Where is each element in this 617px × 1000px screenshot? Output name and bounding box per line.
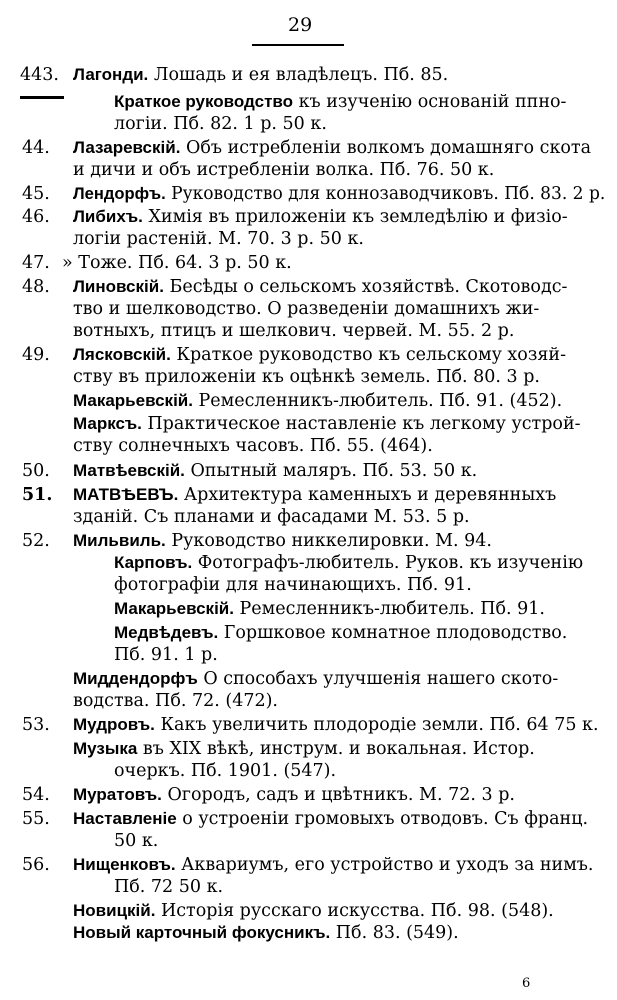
catalog-line (73, 530, 492, 552)
entry-number: 55. (22, 809, 50, 829)
entry-text: очеркъ. Пб. 1901. (547). (114, 761, 337, 781)
entry-text: О способахъ улучшенія нашего ското- (197, 669, 559, 689)
entry-text: фотографіи для начинающихъ. Пб. 91. (114, 575, 472, 595)
entry-text: водства. Пб. 72. (472). (73, 691, 278, 711)
catalog-line (73, 228, 364, 250)
catalog-line (114, 644, 218, 666)
catalog-line (73, 206, 568, 228)
entry-author: Мильвиль. (73, 531, 166, 550)
entry-underline-mark (20, 96, 64, 99)
entry-text: логіи. Пб. 82. 1 р. 50 к. (114, 114, 327, 134)
catalog-line (73, 922, 459, 944)
entry-text: ству въ приложеніи къ оцѣнкѣ земель. Пб. 80. 3 р. (73, 367, 540, 387)
catalog-line (73, 276, 567, 298)
entry-text: къ изученію основаній ппно- (293, 92, 567, 112)
entry-text: Пб. 83. (549). (330, 923, 459, 943)
entry-text: 50 к. (114, 831, 159, 851)
catalog-line (73, 64, 448, 86)
catalog-line (73, 344, 566, 366)
catalog-line (73, 668, 558, 690)
entry-text: Лошадь и ея владѣлецъ. Пб. 85. (148, 65, 449, 85)
catalog-line (73, 413, 581, 435)
catalog-line (73, 714, 599, 736)
entry-author: Наставленіе (73, 809, 177, 828)
entry-number: 46. (22, 207, 50, 227)
catalog-line (73, 366, 540, 388)
entry-number: 53. (22, 715, 50, 735)
entry-text: ству солнечныхъ часовъ. Пб. 55. (464). (73, 436, 433, 456)
entry-text: Опытный маляръ. Пб. 53. 50 к. (184, 461, 478, 481)
entry-author: Лазаревскій. (73, 138, 181, 157)
catalog-line (62, 252, 292, 274)
entry-text: Архитектура каменныхъ и деревянныхъ (178, 485, 557, 505)
entry-author: Новый карточный фокусникъ. (73, 923, 331, 942)
entry-author: Медвѣдевъ. (114, 623, 219, 642)
entry-author: Краткое руководство (114, 92, 294, 111)
entry-author: Макарьевскій. (114, 599, 234, 618)
entry-text: Практическое наставленіе къ легкому устрой- (141, 414, 581, 434)
catalog-line (73, 159, 494, 181)
entry-author: Либихъ. (73, 207, 143, 226)
entry-author: Новицкій. (73, 901, 156, 920)
entry-text: въ XIX вѣкѣ, инструм. и вокальная. Истор. (137, 739, 535, 759)
entry-text: о устроеніи громовыхъ отводовъ. Съ франц. (176, 809, 589, 829)
entry-number: 49. (22, 345, 50, 365)
catalog-line (73, 900, 554, 922)
entry-text: тво и шелководство. О разведеніи домашнихъ жи- (73, 299, 540, 319)
catalog-line (73, 435, 433, 457)
top-rule (252, 44, 344, 46)
entry-number: 51. (22, 485, 53, 505)
catalog-line (73, 137, 591, 159)
catalog-line (73, 484, 556, 506)
catalog-line (73, 298, 539, 320)
catalog-line (114, 113, 327, 135)
entry-number: 443. (20, 65, 59, 85)
catalog-line (114, 876, 223, 898)
entry-number: 54. (22, 785, 50, 805)
catalog-line (73, 808, 588, 830)
entry-number: 52. (22, 531, 50, 551)
catalog-line (114, 622, 567, 644)
catalog-line (114, 91, 566, 113)
entry-author: Лагонди. (73, 65, 149, 84)
entry-text: Горшковое комнатное плодоводство. (218, 623, 568, 643)
entry-text: Бесѣды о сельскомъ хозяйствѣ. Скотоводс- (163, 277, 568, 297)
entry-text: Руководство никкелировки. М. 94. (165, 531, 492, 551)
catalog-line (73, 784, 515, 806)
entry-text: Пб. 72 50 к. (114, 877, 224, 897)
catalog-line (73, 690, 278, 712)
catalog-line (114, 574, 472, 596)
entry-number: 44. (22, 138, 50, 158)
entry-author: Муратовъ. (73, 785, 162, 804)
catalog-line (73, 460, 477, 482)
catalog-line (73, 738, 535, 760)
entry-text: Фотографъ-любитель. Руков. къ изученію (192, 553, 584, 573)
entry-text: Исторія русскаго искусства. Пб. 98. (548). (155, 901, 554, 921)
catalog-line (73, 183, 605, 205)
entry-text: Огородъ, садъ и цвѣтникъ. М. 72. 3 р. (161, 785, 515, 805)
entry-author: Миддендорфъ (73, 669, 198, 688)
entry-text: вотныхъ, птицъ и шелкович. червей. М. 55. 2 р. (73, 321, 515, 341)
catalog-line (73, 854, 594, 876)
catalog-line (114, 830, 158, 852)
entry-author: Матвѣевскій. (73, 461, 185, 480)
entry-number: 47. (22, 253, 50, 273)
catalog-line (73, 506, 470, 528)
entry-author: Музыка (73, 739, 138, 758)
page-number: 29 (288, 14, 313, 36)
entry-text: Краткое руководство къ сельскому хозяй- (170, 345, 566, 365)
entry-text: » Тоже. Пб. 64. 3 р. 50 к. (62, 253, 292, 273)
entry-number: 56. (22, 855, 50, 875)
entry-text: зданій. Съ планами и фасадами М. 53. 5 р. (73, 507, 470, 527)
entry-author: Марксъ. (73, 414, 142, 433)
entry-author: Мудровъ. (73, 715, 155, 734)
entry-text: Химія въ приложеніи къ земледѣлію и физіо- (142, 207, 568, 227)
entry-text: Ремесленникъ-любитель. Пб. 91. (452). (192, 391, 563, 411)
entry-author: Линовскій. (73, 277, 164, 296)
catalog-line (114, 552, 583, 574)
entry-number: 50. (22, 461, 50, 481)
entry-author: Макарьевскій. (73, 391, 193, 410)
catalog-line (73, 390, 562, 412)
catalog-line (114, 760, 336, 782)
entry-text: логіи растеній. М. 70. 3 р. 50 к. (73, 229, 364, 249)
signature-mark: 6 (522, 976, 531, 991)
entry-author: МАТВѢЕВЪ. (73, 485, 179, 504)
entry-text: Пб. 91. 1 р. (114, 645, 218, 665)
catalog-line (114, 598, 545, 620)
entry-author: Карповъ. (114, 553, 193, 572)
entry-text: Какъ увеличить плодородіе земли. Пб. 64 75 к. (154, 715, 599, 735)
entry-text: Руководство для коннозаводчиковъ. Пб. 83. 2 р. (165, 184, 606, 204)
entry-number: 45. (22, 184, 50, 204)
entry-text: и дичи и объ истребленіи волка. Пб. 76. 50 к. (73, 160, 495, 180)
entry-text: Аквариумъ, его устройство и уходъ за нимъ. (175, 855, 594, 875)
entry-text: Объ истребленіи волкомъ домашняго скота (180, 138, 592, 158)
catalog-line (73, 320, 514, 342)
entry-author: Лендорфъ. (73, 184, 166, 203)
entry-author: Лясковскій. (73, 345, 171, 364)
entry-author: Нищенковъ. (73, 855, 176, 874)
entry-number: 48. (22, 277, 50, 297)
entry-text: Ремесленникъ-любитель. Пб. 91. (233, 599, 545, 619)
